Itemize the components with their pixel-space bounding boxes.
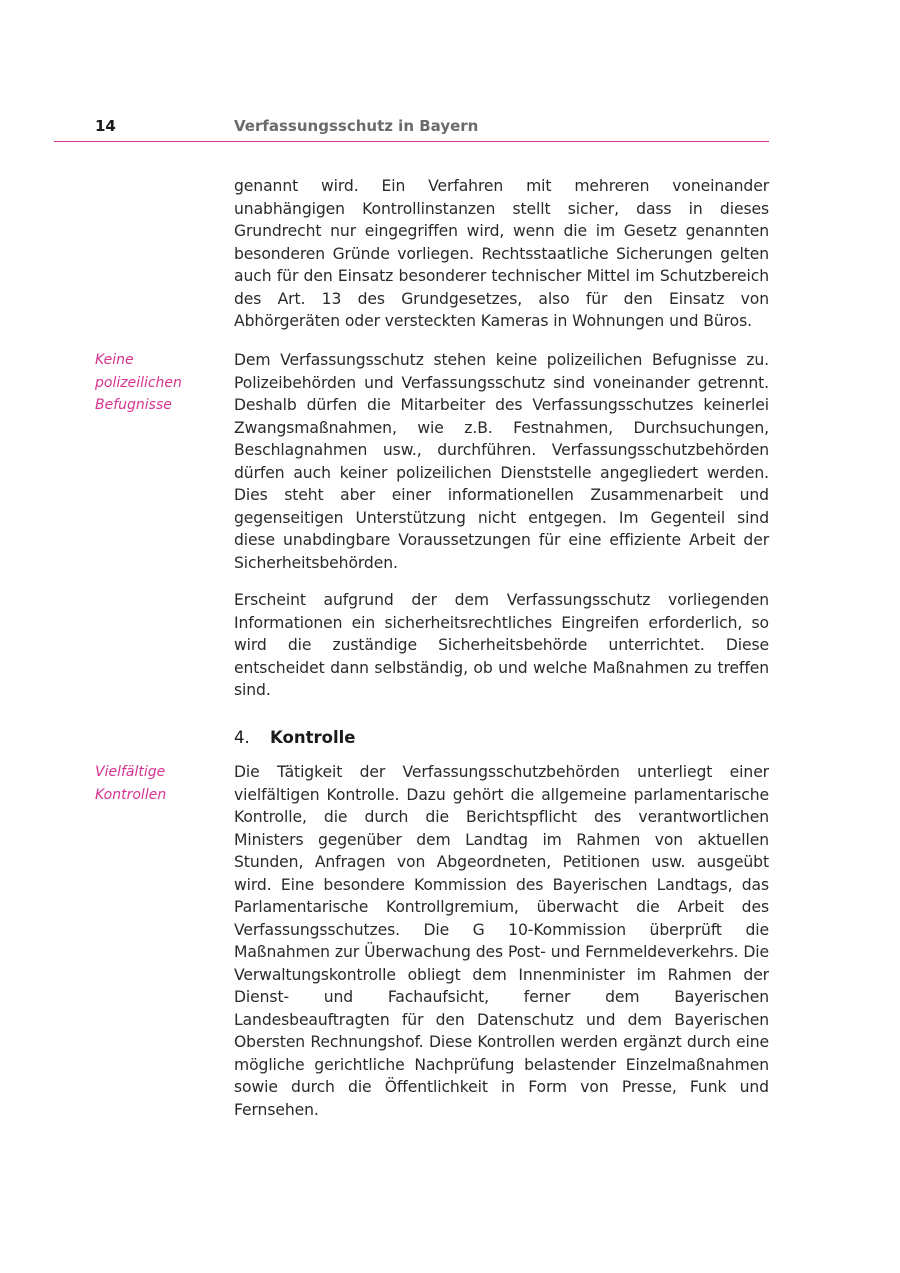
header-rule (54, 141, 769, 142)
paragraph-grundrecht: genannt wird. Ein Verfahren mit mehreren voneinander unabhängigen Kontrollinstanzen stellt sicher, dass in dieses Grundrecht nur eingegriffen wird, wenn die im Gesetz genannten besonderen Gründe vorliegen. Rechtsstaatliche Sicherungen gelten auch für den Einsatz besonderer technischer Mittel im Schutzbereich des Art. 13 des Grundgesetzes, also für den Einsatz von Abhörgeräten oder versteckten Kameras in Wohnungen und Büros. (234, 177, 769, 330)
section-heading (234, 727, 355, 749)
page-number: 14 (95, 117, 116, 135)
section-title: Kontrolle (270, 728, 356, 747)
paragraph-sicherheitsbehoerde: Erscheint aufgrund der dem Verfassungsschutz vorliegenden Informationen ein sicherheitsrechtliches Eingreifen erforderlich, so wird die zuständige Sicherheitsbehörde unterrichtet. Diese entscheidet dann selbständig, ob und welche Maßnahmen zu treffen sind. (234, 591, 769, 699)
section-number: 4. (234, 728, 250, 747)
running-title: Verfassungsschutz in Bayern (234, 117, 479, 135)
margin-note-kontrollen: Vielfältige Kontrollen (95, 764, 167, 803)
margin-note-befugnisse: Keine polizeilichen Befugnisse (95, 352, 182, 413)
paragraph-befugnisse: Dem Verfassungsschutz stehen keine polizeilichen Befugnisse zu. Polizeibehörden und Verfassungsschutz sind voneinander getrennt. Deshalb dürfen die Mitarbeiter des Verfassungsschutzes keinerlei Zwangsmaßnahmen, wie z.B. Festnahmen, Durchsuchungen, Beschlagnahmen usw., durchführen. Verfassungsschutzbehörden dürfen auch keiner polizeilichen Dienststelle angegliedert werden. Dies steht aber einer informationellen Zusammenarbeit und gegenseitigen Unterstützung nicht entgegen. Im Gegenteil sind diese unabdingbare Voraussetzungen für eine effiziente Arbeit der Sicherheitsbehörden. (234, 351, 769, 572)
paragraph-kontrolle: Die Tätigkeit der Verfassungsschutzbehörden unterliegt einer vielfältigen Kontrolle. Dazu gehört die allgemeine parlamentarische Kontrolle, die durch die Berichtspflicht des verantwortlichen Ministers gegenüber dem Landtag im Rahmen von aktuellen Stunden, Anfragen von Abgeordneten, Petitionen usw. ausgeübt wird. Eine besondere Kommission des Bayerischen Landtags, das Parlamentarische Kontrollgremium, überwacht die Arbeit des Verfassungsschutzes. Die G 10-Kommission überprüft die Maßnahmen zur Überwachung des Post- und Fernmeldeverkehrs. Die Verwaltungskontrolle obliegt dem Innenminister im Rahmen der Dienst- und Fachaufsicht, ferner dem Bayerischen Landesbeauftragten für den Datenschutz und dem Bayerischen Obersten Rechnungshof. Diese Kontrollen werden ergänzt durch eine mögliche gerichtliche Nachprüfung belastender Einzelmaßnahmen sowie durch die Öffentlichkeit in Form von Presse, Funk und Fernsehen. (234, 763, 769, 1119)
